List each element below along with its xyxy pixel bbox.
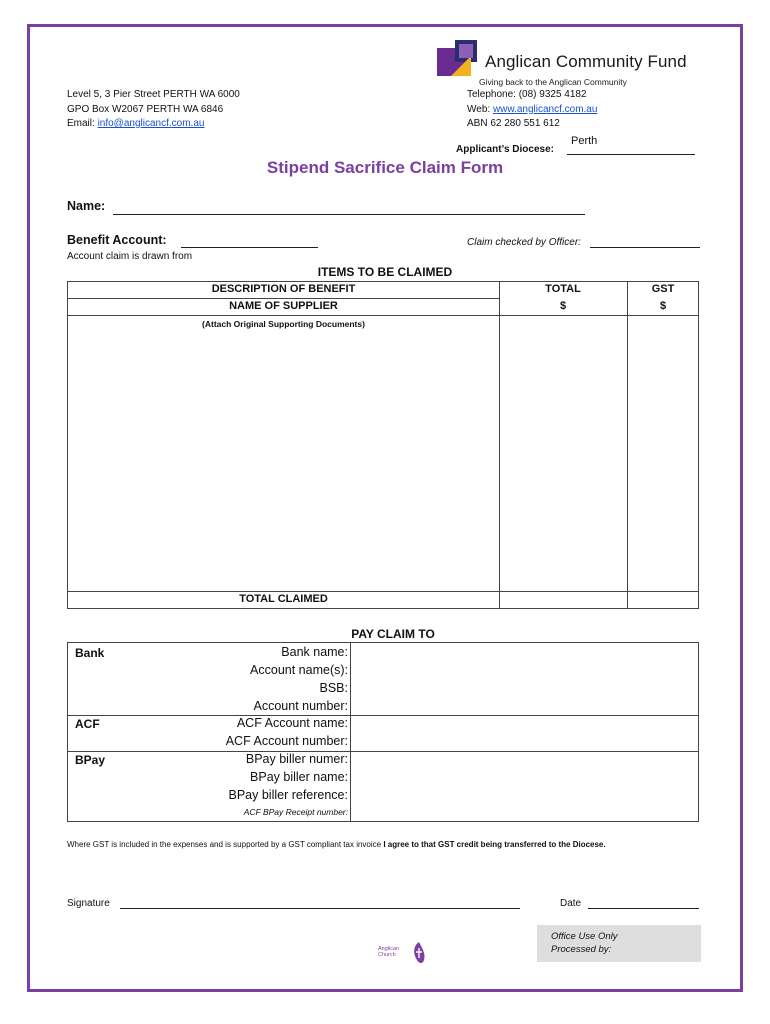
web-link[interactable]: www.anglicancf.com.au: [492, 103, 598, 115]
account-number-label: Account number:: [253, 699, 348, 713]
claim-checked-input[interactable]: [590, 247, 700, 248]
date-label: Date: [560, 898, 582, 909]
processed-by-label: Processed by:: [551, 944, 612, 955]
gst-note: [67, 840, 606, 849]
address-block: [67, 88, 240, 132]
email-link[interactable]: info@anglicancf.com.au: [97, 118, 205, 129]
col-supplier-header: NAME OF SUPPLIER: [229, 300, 338, 312]
acf-bpay-receipt-label: ACF BPay Receipt number:: [243, 807, 348, 817]
name-label: Name:: [67, 199, 106, 213]
bsb-label: BSB:: [319, 681, 348, 695]
church-logo-line-2: Church: [378, 952, 396, 958]
claim-checked-label: Claim checked by Officer:: [467, 237, 581, 248]
telephone: Telephone: (08) 9325 4182: [467, 89, 587, 100]
description-input-area[interactable]: [68, 316, 499, 591]
acf-logo-icon: [437, 40, 483, 80]
acf-details-input[interactable]: [351, 716, 698, 751]
col-gst-header: GST: [651, 283, 675, 295]
items-table: [67, 281, 699, 609]
section-acf: ACF: [75, 717, 100, 731]
gst-note-text: Where GST is included in the expenses and is supported by a GST compliant tax invoice: [67, 840, 384, 849]
attach-note: (Attach Original Supporting Documents): [202, 319, 365, 329]
bank-name-label: Bank name:: [281, 645, 348, 659]
contact-block: [467, 88, 597, 132]
total-gst-input[interactable]: [628, 592, 699, 608]
section-bpay: BPay: [75, 753, 106, 767]
total-claimed-label: TOTAL CLAIMED: [239, 593, 328, 605]
email-label: Email:: [67, 118, 98, 129]
col-description-header: DESCRIPTION OF BENEFIT: [211, 283, 356, 295]
bank-details-input[interactable]: [351, 643, 698, 715]
bpay-biller-number-label: BPay biller numer:: [245, 752, 348, 766]
church-logo-text: [378, 946, 399, 958]
address-line-1: Level 5, 3 Pier Street PERTH WA 6000: [67, 89, 240, 100]
gst-agreement: I agree to that GST credit being transferred to the Diocese.: [383, 840, 606, 849]
email-line: [67, 117, 240, 132]
diocese-underline: [567, 154, 695, 155]
name-input[interactable]: [113, 214, 585, 215]
benefit-account-input[interactable]: [181, 247, 318, 248]
bpay-biller-name-label: BPay biller name:: [250, 770, 348, 784]
web-line: [467, 103, 597, 118]
signature-input[interactable]: [120, 908, 520, 909]
signature-label: Signature: [67, 898, 110, 909]
items-heading: ITEMS TO BE CLAIMED: [317, 265, 453, 279]
logo-name: Anglican Community Fund: [485, 52, 687, 71]
benefit-account-label: Benefit Account:: [67, 233, 167, 247]
church-logo-line-1: Anglican: [378, 946, 400, 952]
total-input-area[interactable]: [500, 316, 627, 591]
date-input[interactable]: [588, 908, 699, 909]
logo-tagline: Giving back to the Anglican Community: [479, 77, 627, 87]
diocese-field[interactable]: [456, 134, 701, 158]
bpay-details-input[interactable]: [351, 752, 698, 821]
row-divider: [68, 298, 499, 299]
address-line-2: GPO Box W2067 PERTH WA 6846: [67, 103, 224, 115]
pay-table: [67, 642, 699, 822]
form-title: Stipend Sacrifice Claim Form: [266, 158, 504, 177]
acf-logo: [437, 40, 702, 88]
diocese-label: Applicant’s Diocese:: [456, 144, 554, 155]
section-bank: Bank: [75, 646, 105, 660]
account-names-label: Account name(s):: [250, 663, 348, 677]
drawn-from-note: Account claim is drawn from: [67, 251, 193, 262]
abn: ABN 62 280 551 612: [467, 118, 560, 129]
web-label: Web:: [467, 103, 493, 115]
office-use-box: [537, 925, 701, 962]
pay-heading: PAY CLAIM TO: [351, 627, 435, 641]
acf-account-number-label: ACF Account number:: [225, 734, 348, 748]
col-total-header: TOTAL: [545, 283, 581, 295]
col-gst-unit: $: [659, 300, 667, 312]
office-use-title: Office Use Only: [551, 931, 618, 942]
anglican-church-logo: [378, 940, 428, 968]
bpay-biller-reference-label: BPay biller reference:: [228, 788, 348, 802]
total-claimed-input[interactable]: [500, 592, 627, 608]
acf-account-name-label: ACF Account name:: [236, 716, 348, 730]
gst-input-area[interactable]: [628, 316, 699, 591]
col-total-unit: $: [559, 300, 567, 312]
church-emblem-icon: [410, 940, 428, 966]
diocese-value[interactable]: Perth: [571, 135, 598, 147]
